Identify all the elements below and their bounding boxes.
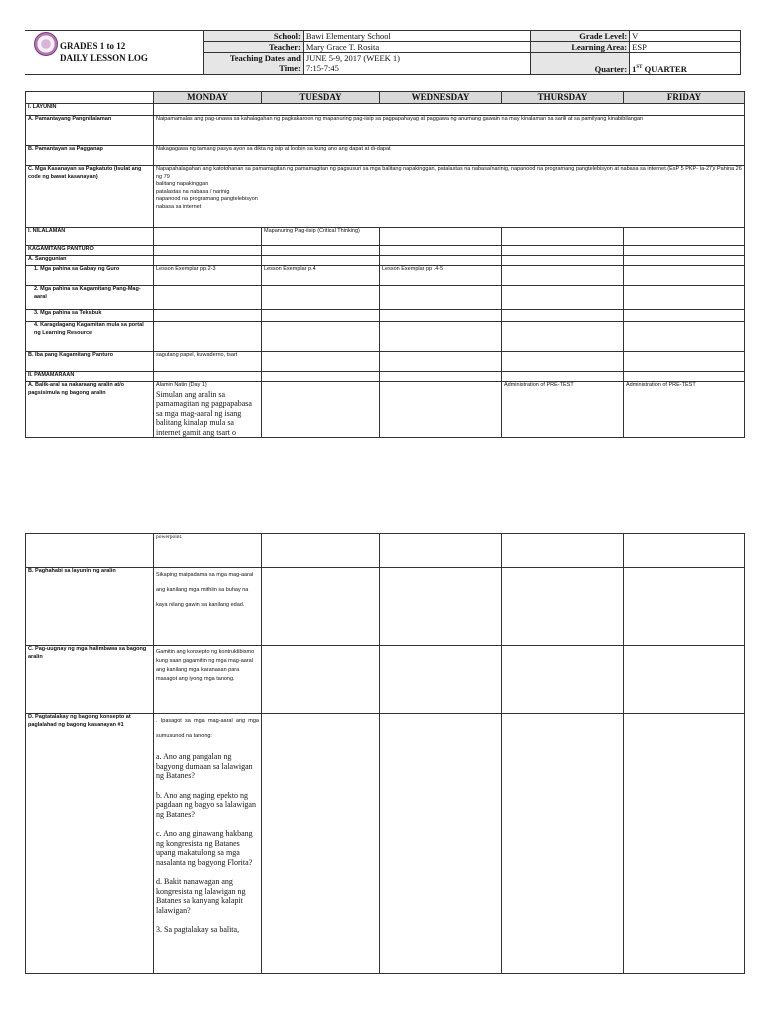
balik-aral-monday: Alamin Natin (Day 1) Simulan ang aralin sa pamamagitan ng pagpapabasa sa mga mag-aaral ng isang balitang kinalap mula sa internet gamit ang tsart o [154, 382, 262, 438]
deped-seal-icon [34, 32, 58, 56]
kagamitang-label: KAGAMITANG PANTURO [26, 246, 154, 256]
teacher-value: Mary Grace T. Rosita [303, 42, 531, 53]
pagtatalakay-label: D. Pagtatalakay ng bagong konsepto at paglalahad ng bagong kasanayan #1 [26, 714, 154, 974]
day-tuesday: TUESDAY [262, 92, 380, 104]
teksbuk-label: 3. Mga pahina sa Teksbuk [26, 310, 154, 322]
blank-header-cell [26, 92, 154, 104]
balik-aral-friday: Administration of PRE-TEST [624, 382, 745, 438]
school-value: Bawi Elementary School [303, 31, 531, 42]
quarter-label: Quarter: [531, 53, 630, 75]
balik-aral-thursday: Administration of PRE-TEST [502, 382, 624, 438]
grade-label: Grade Level: [531, 31, 630, 42]
log-title: GRADES 1 to 12 DAILY LESSON LOG [60, 41, 148, 63]
nilalaman-tuesday: Mapanuring Pag-iisip (Critical Thinking) [262, 228, 380, 246]
pamantayang-pangnilalaman-text: Naipamamalas ang pag-unawa sa kahalagahan ng pagkakaroon ng mapanuring pag-iisip sa pagpapahayag at paggawa ng anumang gawain na may kinalaman sa sarili at sa pamilyang kinabibilangan [154, 116, 745, 146]
pag-uugnay-monday: Gamitin ang konsepto ng kontruktibismo kung saan gagamitin ng mga mag-aaral ang kanilang mga karanasan para masagot ang iyong mga tanong. [154, 646, 262, 714]
dates-value: JUNE 5-9, 2017 (WEEK 1) 7:15-7:45 [303, 53, 531, 75]
day-friday: FRIDAY [624, 92, 745, 104]
iba-pang-kagamitan-label: B. Iba pang Kagamitang Panturo [26, 352, 154, 372]
paghahabi-monday: Sikaping maipadama sa mga mag-aaral ang kanilang mga mithiin sa buhay na kaya nilang gawin sa kanilang edad. [154, 568, 262, 646]
header-table [203, 30, 741, 75]
day-thursday: THURSDAY [502, 92, 624, 104]
lesson-table-page2 [25, 533, 745, 974]
kasanayan-label: C. Mga Kasanayan sa Pagkatuto (Isulat ang code ng bawat kasanayan) [26, 166, 154, 228]
gabay-tuesday: Lesson Exemplar p.4 [262, 266, 380, 286]
kagamitang-mag-aaral-label: 2. Mga pahina sa Kagamitang Pang-Mag-aaral [26, 286, 154, 310]
kasanayan-text: Napapahalagahan ang katotohanan sa pamamagitan ng pamamagitan ng pagsusuri sa mga balitang napakinggan, patalastas na nabasa/narinig, napanood na programang pangtelebisyon at nabasa sa internet.(EsP 5 PKP- Ia-27)/ Pahina 26 ng 79 balitang napakinggan patalastas na nabasa / narinig napanood na programang pangtelebisyon nabasa sa internet [154, 166, 745, 228]
pamantayan-pagganap-text: Nakagagawa ng tamang pasya ayon sa dikta ng isip at loobin sa kung ano ang dapat at di-dapat [154, 146, 745, 166]
area-value: ESP [630, 42, 741, 53]
pag-uugnay-label: C. Pag-uugnay ng mga halimbawa sa bagong aralin [26, 646, 154, 714]
teacher-label: Teacher: [204, 42, 304, 53]
gabay-monday: Lesson Exemplar pp.2-3 [154, 266, 262, 286]
header-rule-bottom [25, 74, 203, 75]
pagtatalakay-monday: . Ipasagot sa mga mag-aaral ang mga sumusunod na tanong: a. Ano ang pangalan ng bagyong dumaan sa lalawigan ng Batanes? b. Ano ang naging epekto ng pagdaan ng bagyo sa lalawigan ng Batanes? c. Ano ang ginawang hakbang ng kongresista ng Batanes upang makatulong sa mga nasalanta ng bagyong Florita? d. Bakit nanawagan ang kongresista ng lalawigan ng Batanes sa kanyang kalapit lalawigan? 3. Sa pagtalakay sa balita, [154, 714, 262, 974]
layunin-cell [154, 104, 745, 116]
pamamaraan-label: II. PAMAMARAAN [26, 372, 154, 382]
balik-aral-label: A. Balik-aral sa nakaraang aralin at/o pagsisimula ng bagong aralin [26, 382, 154, 438]
lesson-table-page1 [25, 91, 745, 438]
iba-pang-kagamitan-monday: sagutang papel, kuwaderno, tsart [154, 352, 262, 372]
pamantayang-pangnilalaman-label: A. Pamantayang Pangnilalaman [26, 116, 154, 146]
paghahabi-label: B. Paghahabi sa layunin ng aralin [26, 568, 154, 646]
karagdagang-label: 4. Karagdagang Kagamitan mula sa portal ng Learning Resource [26, 322, 154, 352]
gabay-label: 1. Mga pahina sa Gabay ng Guro [26, 266, 154, 286]
quarter-value: 1ST QUARTER [630, 53, 741, 75]
continued-monday: powerpoint. [154, 534, 262, 568]
sanggunian-label: A. Sanggunian [26, 256, 154, 266]
header-rule-top [25, 30, 203, 31]
area-label: Learning Area: [531, 42, 630, 53]
day-monday: MONDAY [154, 92, 262, 104]
day-wednesday: WEDNESDAY [380, 92, 502, 104]
pamantayan-pagganap-label: B. Pamantayan sa Pagganap [26, 146, 154, 166]
dates-label: Teaching Dates and Time: [204, 53, 304, 75]
school-label: School: [204, 31, 304, 42]
gabay-wednesday: Lesson Exemplar pp .4-5 [380, 266, 502, 286]
grade-value: V [630, 31, 741, 42]
layunin-label: I. LAYUNIN [26, 104, 154, 116]
nilalaman-label: I. NILALAMAN [26, 228, 154, 246]
